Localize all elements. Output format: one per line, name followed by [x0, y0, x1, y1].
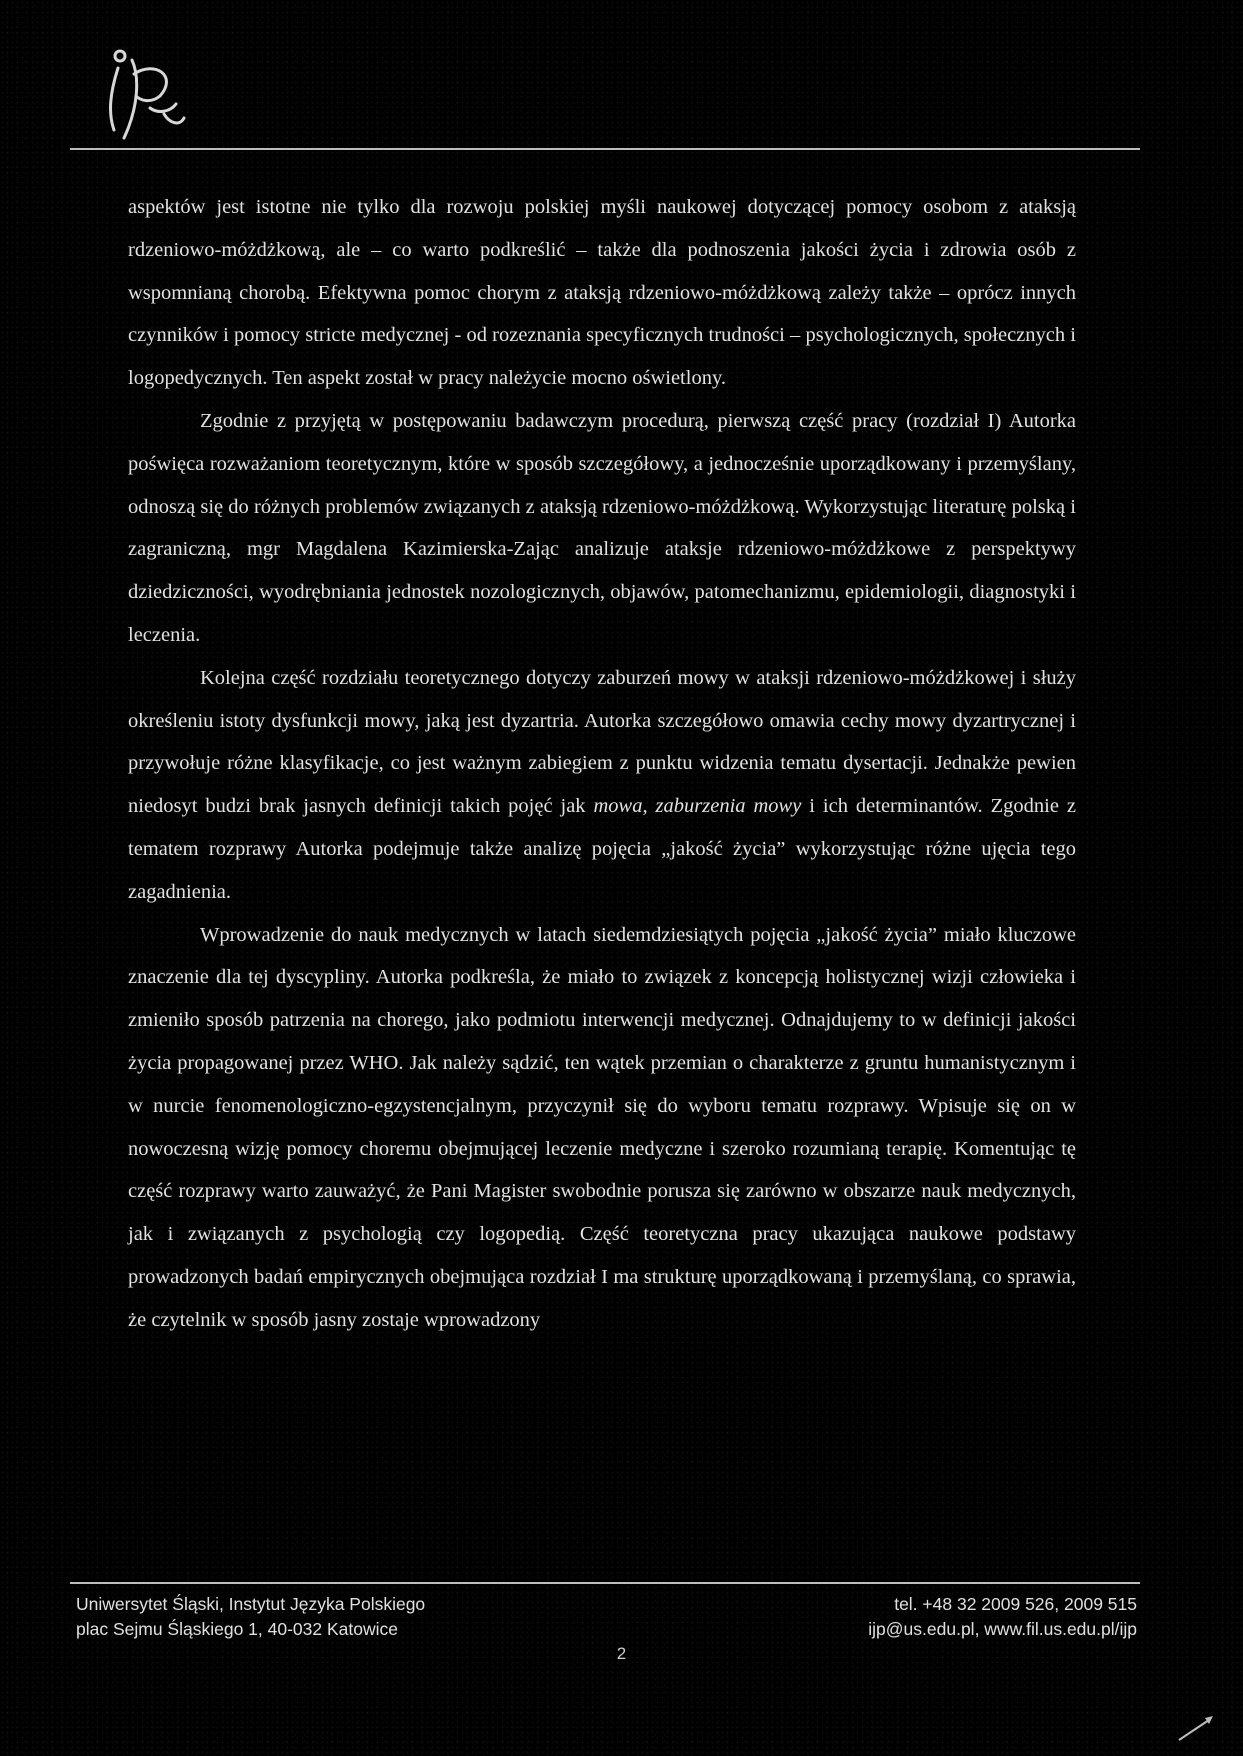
paragraph-4: Wprowadzenie do nauk medycznych w latach siedemdziesiątych pojęcia „jakość życia” miało kluczowe znaczenie dla tej dyscypliny. Autorka podkreśla, że miało to związek z koncepcją holistycznej wizji człowieka i zmieniło sposób patrzenia na chorego, jako podmiotu interwencji medycznej. Odnajdujemy to w definicji jakości życia propagowanej przez WHO. Jak należy sądzić, ten wątek przemian o charakterze z gruntu humanistycznym i w nurcie fenomenologiczno-egzystencjalnym, przyczynił się do wyboru tematu rozprawy. Wpisuje się on w nowoczesną wizję pomocy choremu obejmującej leczenie medyczne i szeroko rozumianą terapię. Komentując tę część rozprawy warto zauważyć, że Pani Magister swobodnie porusza się zarówno w obszarze nauk medycznych, jak i związanych z psychologią czy logopedią. Część teoretyczna pracy ukazująca naukowe podstawy prowadzonych badań empirycznych obejmująca rozdział I ma strukturę uporządkowaną i przemyślaną, co sprawia, że czytelnik w sposób jasny zostaje wprowadzony	[128, 923, 1076, 1331]
paragraph-1: aspektów jest istotne nie tylko dla rozwoju polskiej myśli naukowej dotyczącej pomocy osobom z ataksją rdzeniowo-móżdżkową, ale – co warto podkreślić – także dla podnoszenia jakości życia i zdrowia osób z wspomnianą chorobą. Efektywna pomoc chorym z ataksją rdzeniowo-móżdżkową zależy także – oprócz innych czynników i pomocy stricte medycznej - od rozeznania specyficznych trudności – psychologicznych, społecznych i logopedycznych. Ten aspekt został w pracy należycie mocno oświetlony.	[128, 196, 1076, 390]
paragraph-2: Zgodnie z przyjętą w postępowaniu badawczym procedurą, pierwszą część pracy (rozdział I) Autorka poświęca rozważaniom teoretycznym, które w sposób szczegółowy, a jednocześnie uporządkowany i przemyślany, odnoszą się do różnych problemów związanych z ataksją rdzeniowo-móżdżkową. Wykorzystując literaturę polską i zagraniczną, mgr Magdalena Kazimierska-Zając analizuje ataksje rdzeniowo-móżdżkowe z perspektywy dziedziczności, wyodrębniania jednostek nozologicznych, objawów, patomechanizmu, epidemiologii, diagnostyki i leczenia.	[128, 409, 1076, 646]
paragraph-3-text-after: i ich determinantów. Zgodnie z tematem rozprawy Autorka podejmuje także analizę pojęcia „jakość życia” wykorzystując różne ujęcia tego zagadnienia.	[128, 795, 1076, 903]
body-text	[128, 186, 1076, 1342]
paragraph-3-text-before: Kolejna część rozdziału teoretycznego dotyczy zaburzeń mowy w ataksji rdzeniowo-móżdżkowej i służy określeniu istoty dysfunkcji mowy, jaką jest dyzartria. Autorka szczegółowo omawia cechy mowy dyzartrycznej i przywołuje różne klasyfikacje, co jest ważnym zabiegiem z punktu widzenia tematu dysertacji. Jednakże pewien niedosyt budzi brak jasnych definicji takich pojęć jak	[128, 666, 1076, 818]
header-rule	[70, 148, 1140, 150]
footer-phone: tel. +48 32 2009 526, 2009 515	[894, 1594, 1137, 1614]
footer-web: ijp@us.edu.pl, www.fil.us.edu.pl/ijp	[868, 1619, 1137, 1639]
pen-mark-icon	[1175, 1714, 1215, 1744]
paragraph-3-emphasis: mowa, zaburzenia mowy	[593, 795, 802, 818]
page-number: 2	[616, 1644, 627, 1663]
ijp-logo-icon	[80, 38, 190, 148]
footer-institution: Uniwersytet Śląski, Instytut Języka Polskiego	[76, 1594, 426, 1614]
footer-address	[76, 1592, 425, 1642]
footer-contact	[868, 1592, 1137, 1642]
footer-rule	[70, 1582, 1140, 1584]
paragraph-3	[128, 657, 1076, 914]
footer-street: plac Sejmu Śląskiego 1, 40-032 Katowice	[76, 1619, 398, 1639]
